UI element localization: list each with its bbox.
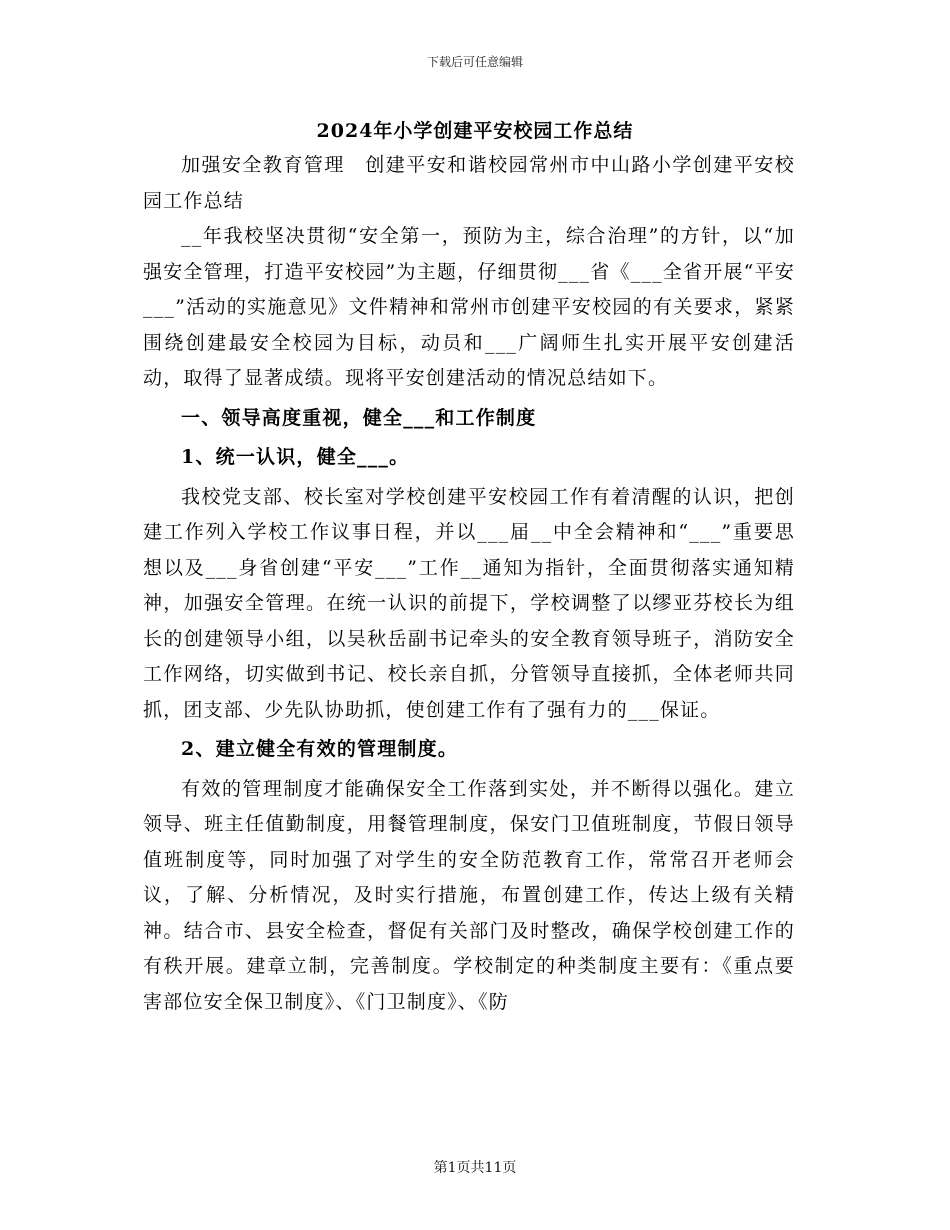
document-title: 2024年小学创建平安校园工作总结 [316, 120, 634, 142]
paragraph-body-2: 有效的管理制度才能确保安全工作落到实处，并不断得以强化。建立领导、班主任值勤制度，用餐管理制度，保安门卫值班制度，节假日领导值班制度等，同时加强了对学生的安全防范教育工作，常常召开老师会议，了解、分析情况，及时实行措施，布置创建工作，传达上级有关精神。结合市、县安全检查，督促有关部门及时整改，确保学校创建工作的有秩开展。建章立制，完善制度。学校制定的种类制度主要有：《重点要害部位安全保卫制度》、《门卫制度》、《防 [143, 777, 795, 1013]
subsection-heading-1: 1、统一认识，健全___。 [181, 446, 410, 468]
document-body [143, 148, 795, 1020]
page-number: 第1页共11页 [433, 1160, 517, 1176]
download-note: 下载后可任意编辑 [426, 55, 523, 69]
paragraph-subtitle: 加强安全教育管理 创建平安和谐校园常州市中山路小学创建平安校园工作总结 [143, 154, 795, 212]
section-heading-1: 一、领导高度重视，健全___和工作制度 [181, 406, 537, 429]
subsection-heading-2: 2、建立健全有效的管理制度。 [181, 738, 459, 760]
paragraph-body-1: 我校党支部、校长室对学校创建平安校园工作有着清醒的认识，把创建工作列入学校工作议事日程，并以___届__中全会精神和“___”重要思想以及___身省创建“平安___”工作__通知为指针，全面贯彻落实通知精神，加强安全管理。在统一认识的前提下，学校调整了以缪亚芬校长为组长的创建领导小组，以吴秋岳副书记牵头的安全教育领导班子，消防安全工作网络，切实做到书记、校长亲自抓，分管领导直接抓，全体老师共同抓，团支部、少先队协助抓，使创建工作有了强有力的___保证。 [143, 485, 795, 721]
paragraph-intro: __年我校坚决贯彻“安全第一，预防为主，综合治理”的方针，以“加强安全管理，打造平安校园”为主题，仔细贯彻___省《___全省开展“平安___”活动的实施意见》文件精神和常州市创建平安校园的有关要求，紧紧围绕创建最安全校园为目标，动员和___广阔师生扎实开展平安创建活动，取得了显著成绩。现将平安创建活动的情况总结如下。 [143, 225, 795, 389]
